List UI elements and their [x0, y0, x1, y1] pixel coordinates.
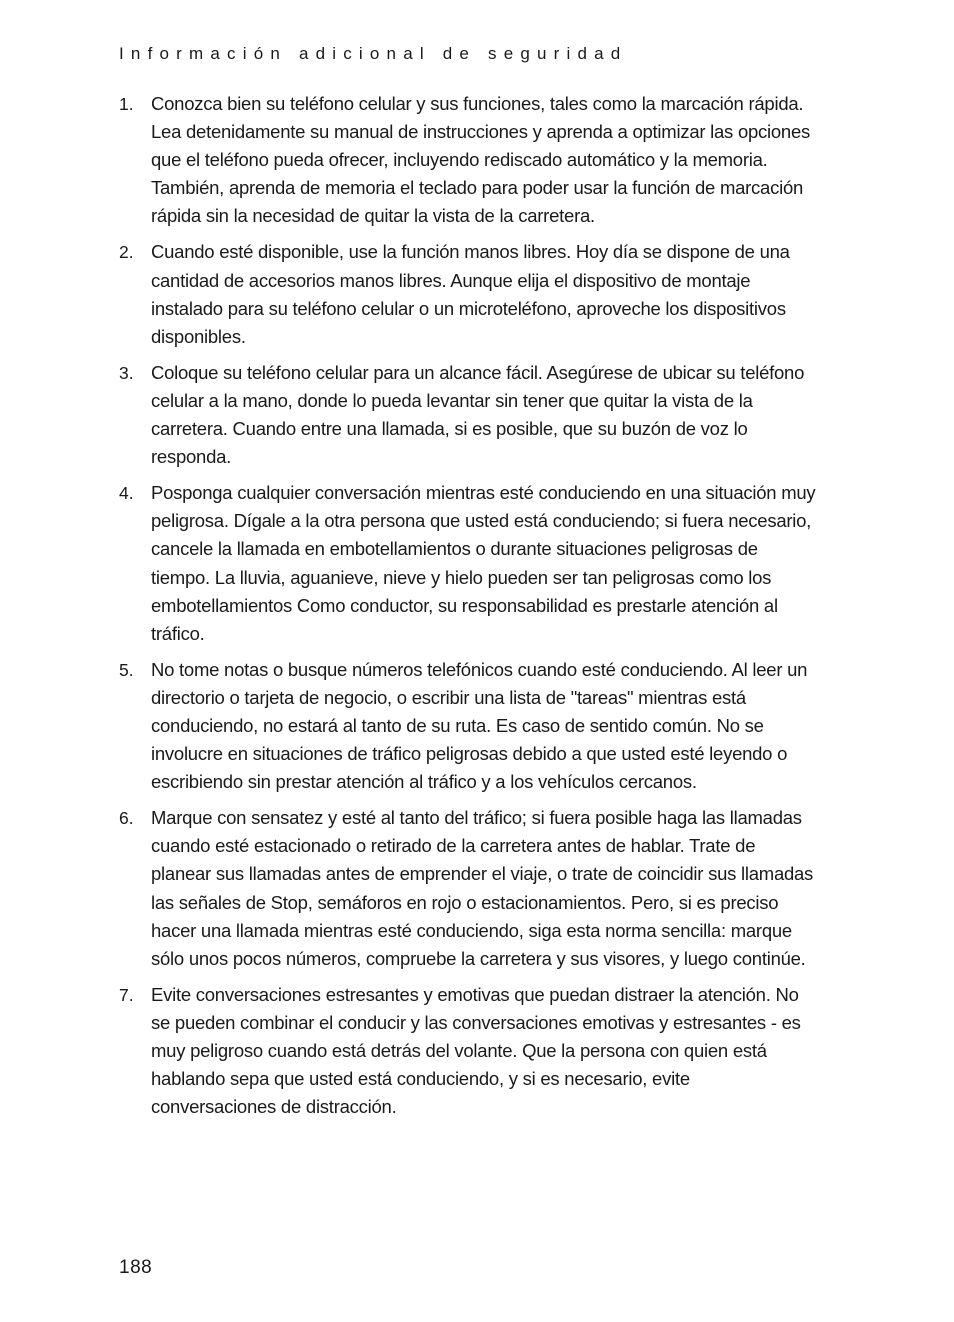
- page-header-title: Información adicional de seguridad: [119, 44, 628, 63]
- list-item-4: [0, 479, 954, 648]
- item-number: 5.: [119, 659, 134, 680]
- list-item-6: [0, 804, 954, 973]
- item-number: 3.: [119, 362, 134, 383]
- list-item-2: [0, 238, 954, 350]
- safety-tips-list: [0, 90, 954, 1129]
- list-item-3: [0, 359, 954, 471]
- item-number: 7.: [119, 984, 134, 1005]
- item-text: Evite conversaciones estresantes y emotivas que puedan distraer la atención. No se pueden combinar el conducir y las conversaciones emotivas y estresantes - es muy peligroso cuando está detrás del volante. Que la persona con quien está hablando sepa que usted está conduciendo, y si es necesario, evite conversaciones de distracción.: [151, 983, 801, 1118]
- item-number: 4.: [119, 483, 134, 504]
- list-item-7: [0, 981, 954, 1121]
- page-number: 188: [119, 1257, 153, 1278]
- item-number: 1.: [119, 94, 134, 114]
- item-number: 6.: [119, 808, 134, 829]
- list-item-1: [0, 90, 954, 230]
- item-number: 2.: [119, 242, 134, 263]
- item-text: No tome notas o busque números telefónicos cuando esté conduciendo. Al leer un directorio o tarjeta de negocio, o escribir una lista de "tareas" mientras está conduciendo, no estará al tanto de su ruta. Es caso de sentido común. No se involucre en situaciones de tráfico peligrosas debido a que usted esté leyendo o escribiendo sin prestar atención al tráfico y a los vehículos cercanos.: [151, 658, 808, 793]
- item-text: Marque con sensatez y esté al tanto del tráfico; si fuera posible haga las llamadas cuando esté estacionado o retirado de la carretera antes de hablar. Trate de planear sus llamadas antes de emprender el viaje, o trate de coincidir sus llamadas las señales de Stop, semáforos en rojo o estacionamientos. Pero, si es preciso hacer una llamada mientras esté conduciendo, siga esta norma sencilla: marque sólo unos pocos números, compruebe la carretera y sus visores, y luego continúe.: [151, 807, 814, 969]
- item-text: Posponga cualquier conversación mientras esté conduciendo en una situación muy peligrosa. Dígale a la otra persona que usted está conduciendo; si fuera necesario, cancele la llamada en embotellamientos o durante situaciones peligrosas de tiempo. La lluvia, aguanieve, nieve y hielo pueden ser tan peligrosas como los embotellamientos Como conductor, su responsabilidad es prestarle atención al tráfico.: [151, 482, 816, 644]
- item-text: Cuando esté disponible, use la función manos libres. Hoy día se dispone de una cantidad de accesorios manos libres. Aunque elija el dispositivo de montaje instalado para su teléfono celular o un microteléfono, aproveche los dispositivos disponibles.: [151, 241, 790, 347]
- item-text: Conozca bien su teléfono celular y sus funciones, tales como la marcación rápida. Lea detenidamente su manual de instrucciones y aprenda a optimizar las opciones que el teléfono pueda ofrecer, incluyendo rediscado automático y la memoria. También, aprenda de memoria el teclado para poder usar la función de marcación rápida sin la necesidad de quitar la vista de la carretera.: [151, 93, 810, 227]
- item-text: Coloque su teléfono celular para un alcance fácil. Asegúrese de ubicar su teléfono celular a la mano, donde lo pueda levantar sin tener que quitar la vista de la carretera. Cuando entre una llamada, si es posible, que su buzón de voz lo responda.: [151, 361, 805, 468]
- list-item-5: [0, 656, 954, 796]
